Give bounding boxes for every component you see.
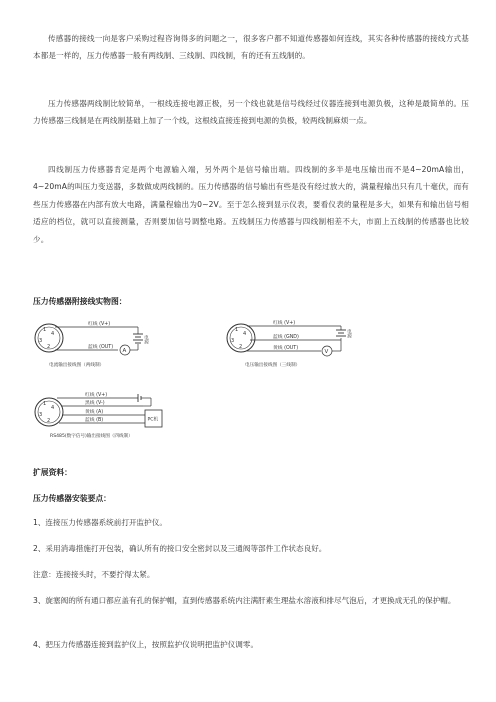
svg-text:2: 2 xyxy=(239,344,243,350)
svg-text:3: 3 xyxy=(39,338,43,344)
label-yellow-wire: 黄线 (OUT) xyxy=(273,346,299,351)
wiring-diagrams-svg xyxy=(33,314,383,459)
diagram-two-wire xyxy=(35,320,149,368)
svg-text:1: 1 xyxy=(43,327,47,333)
label-blue-wire: 蓝线 (GND) xyxy=(273,335,299,340)
label-ammeter: A xyxy=(122,348,127,354)
label-voltmeter: V xyxy=(324,349,329,355)
label-black-wire: 黑线 (V-) xyxy=(85,401,105,406)
label-blue-wire: 蓝线 (B) xyxy=(85,418,104,423)
list-item: 4、把压力传感器连接到监护仪上，按照监护仪说明把监护仪调零。 xyxy=(33,640,259,649)
heading-extra: 扩展资料： xyxy=(33,468,72,477)
list-item: 3、旋塞阀的所有通口都应盖有孔的保护帽，直到传感器系统内注满肝素生理盐水溶液和排尽气泡后，才更换成无孔的保护帽。 xyxy=(33,596,456,605)
label-red-wire: 红线 (V+) xyxy=(85,393,108,398)
diagram-four-wire xyxy=(35,391,162,439)
list-item: 1、连接压力传感器系统前打开监护仪。 xyxy=(33,518,167,527)
paragraph-four-five-wire: 四线制压力传感器肯定是两个电源输入端，另外两个是信号输出端。四线制的多半是电压输出而不是4~20mA输出，4~20mA的叫压力变送器，多数做成两线制的。压力传感器的信号输出有些是没有经过放大的，满量程输出只有几十毫伏，而有些压力传感器在内部有放大电路，满量程输出为0~2V。至于怎么接到显示仪表，要看仪表的量程是多大，如果有和输出信号相适应的档位，就可以直接测量，否则要加信号调整电路。五线制压力传感器与四线制相差不大，市面上五线制的传感器也比较少。 xyxy=(33,165,469,244)
diagram-three-wire xyxy=(227,319,352,368)
svg-text:1: 1 xyxy=(43,401,47,407)
label-blue-wire: 蓝线 (OUT) xyxy=(88,345,114,350)
list-item: 2、采用消毒措施打开包装，确认所有的接口安全密封以及三通阀等部件工作状态良好。 xyxy=(33,544,327,553)
svg-text:4: 4 xyxy=(51,331,55,337)
svg-text:2: 2 xyxy=(47,344,51,350)
caption-two-wire: 电流输出接线图（两线制） xyxy=(49,363,105,368)
svg-text:2: 2 xyxy=(47,418,51,424)
label-red-wire: 红线 (V+) xyxy=(88,322,111,327)
paragraph-two-three-wire: 压力传感器两线制比较简单，一根线连接电源正极，另一个线也就是信号线经过仪器连接到电源负极，这种是最简单的。压力传感器三线制是在两线制基础上加了一个线，这根线直接连接到电源的负极，较两线制麻烦一点。 xyxy=(33,99,469,126)
svg-text:4: 4 xyxy=(51,405,55,411)
caption-three-wire: 电压输出接线图（三线制） xyxy=(245,363,301,368)
wiring-diagrams xyxy=(33,314,383,459)
paragraph-intro: 传感器的接线一向是客户采购过程咨询得多的问题之一，很多客户都不知道传感器如何连线，其实各种传感器的接线方式基本都是一样的，压力传感器一般有两线制、三线制、四线制，有的还有五线制的。 xyxy=(33,34,469,61)
list-item-note: 注意：连接接头时，不要拧得太紧。 xyxy=(33,570,155,579)
caption-four-wire: RS485(数字信号)输出接线图（四线制） xyxy=(50,434,133,439)
label-power: 电源 xyxy=(143,335,149,344)
svg-text:3: 3 xyxy=(39,412,43,418)
svg-text:3: 3 xyxy=(231,338,235,344)
svg-text:4: 4 xyxy=(243,331,247,337)
heading-install: 压力传感器安装要点： xyxy=(33,494,111,503)
label-power: 电源 xyxy=(346,329,352,338)
svg-text:1: 1 xyxy=(235,327,239,333)
label-yellow-wire: 黄线 (A) xyxy=(85,410,104,415)
label-red-wire: 红线 (V+) xyxy=(273,321,296,326)
heading-wiring-diagrams: 压力传感器附接线实物图： xyxy=(33,297,127,306)
label-pc: PC机 xyxy=(147,417,159,423)
